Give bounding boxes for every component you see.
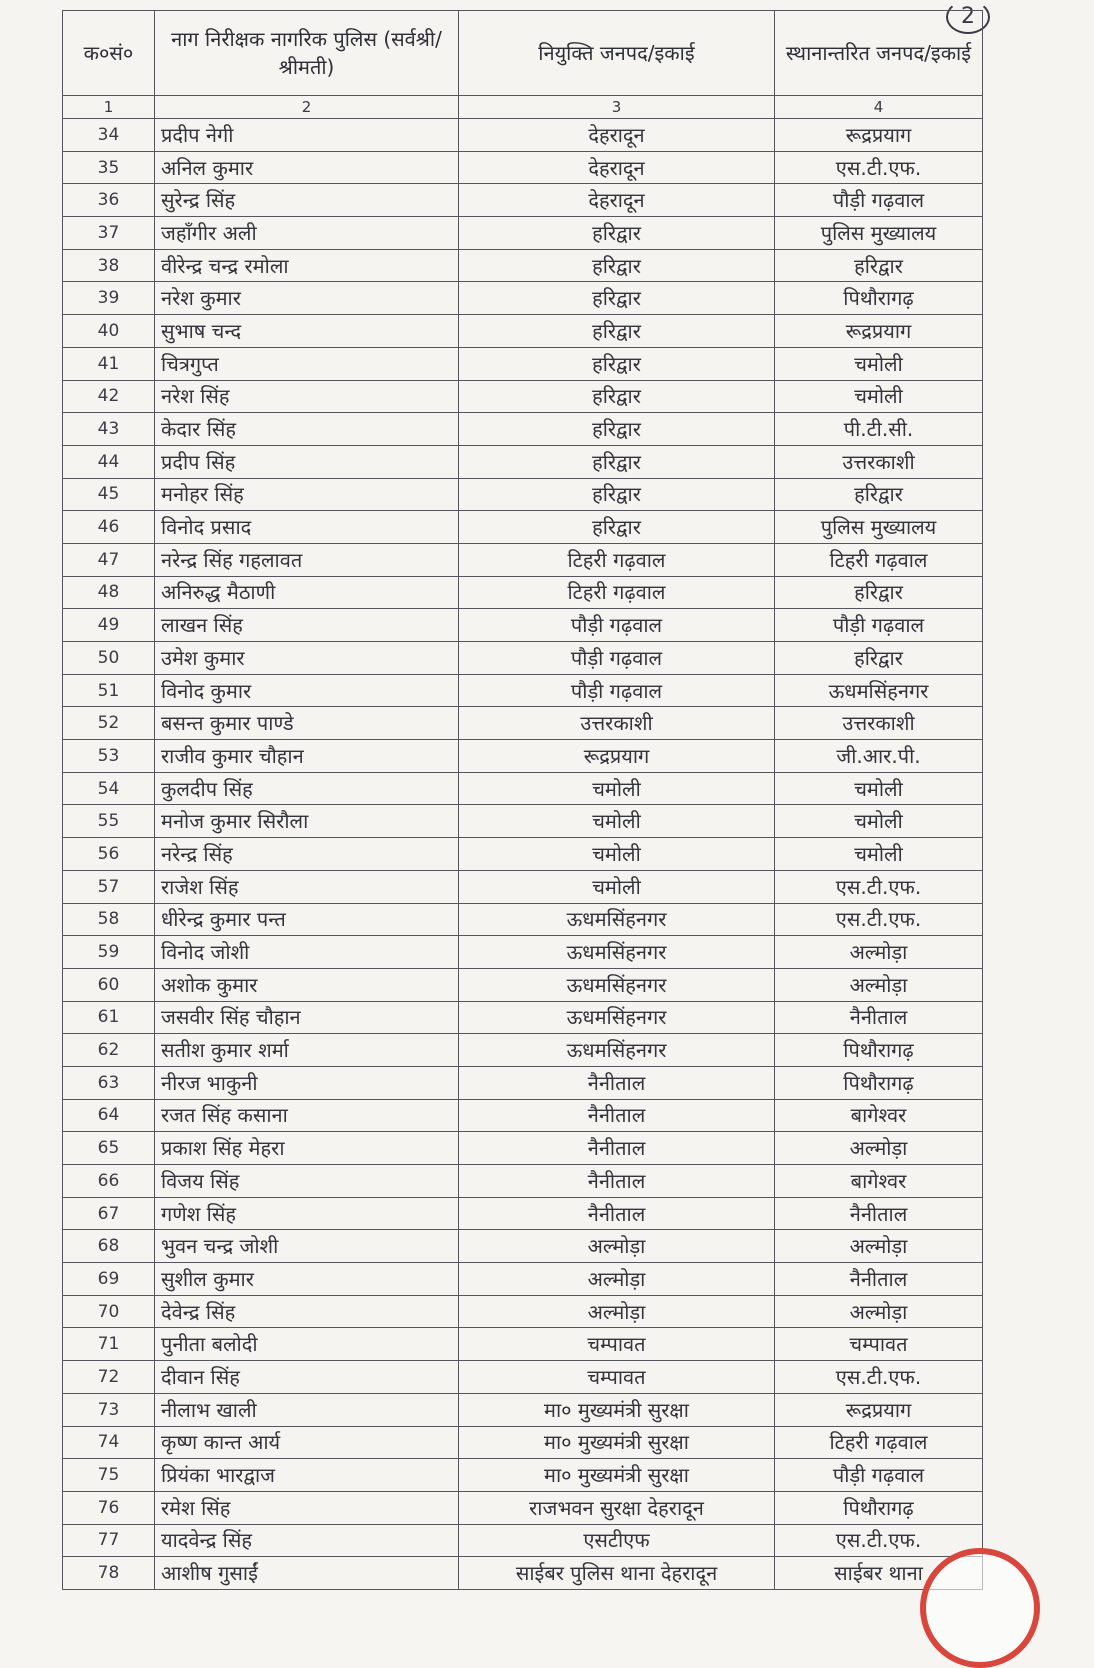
posted-district-cell: ऊधमसिंहनगर [459, 936, 775, 969]
officer-name-cell: भुवन चन्द्र जोशी [155, 1230, 459, 1263]
posted-district-cell: मा० मुख्यमंत्री सुरक्षा [459, 1393, 775, 1426]
posted-district-cell: हरिद्वार [459, 282, 775, 315]
header-officer-name: नाग निरीक्षक नागरिक पुलिस (सर्वश्री/श्रीमती) [155, 11, 459, 96]
posted-district-cell: अल्मोड़ा [459, 1230, 775, 1263]
table-row [63, 870, 983, 903]
officer-name-cell: कृष्ण कान्त आर्य [155, 1426, 459, 1459]
posted-district-cell: ऊधमसिंहनगर [459, 968, 775, 1001]
officer-name-cell: गणेश सिंह [155, 1197, 459, 1230]
transferred-district-cell: हरिद्वार [775, 478, 983, 511]
table-row [63, 151, 983, 184]
table-row [63, 1426, 983, 1459]
posted-district-cell: उत्तरकाशी [459, 707, 775, 740]
transferred-district-cell: अल्मोड़ा [775, 968, 983, 1001]
officer-name-cell: वीरेन्द्र चन्द्र रमोला [155, 249, 459, 282]
serial-number-cell: 55 [63, 805, 155, 838]
officer-name-cell: विनोद कुमार [155, 674, 459, 707]
transferred-district-cell: चमोली [775, 347, 983, 380]
serial-number-cell: 58 [63, 903, 155, 936]
serial-number-cell: 51 [63, 674, 155, 707]
posted-district-cell: मा० मुख्यमंत्री सुरक्षा [459, 1459, 775, 1492]
table-row [63, 249, 983, 282]
serial-number-cell: 77 [63, 1524, 155, 1557]
table-row [63, 642, 983, 675]
officer-name-cell: यादवेन्द्र सिंह [155, 1524, 459, 1557]
transferred-district-cell: रूद्रप्रयाग [775, 1393, 983, 1426]
posted-district-cell: नैनीताल [459, 1197, 775, 1230]
serial-number-cell: 65 [63, 1132, 155, 1165]
officer-name-cell: प्रियंका भारद्वाज [155, 1459, 459, 1492]
serial-number-cell: 64 [63, 1099, 155, 1132]
transferred-district-cell: पिथौरागढ़ [775, 1066, 983, 1099]
transferred-district-cell: अल्मोड़ा [775, 1230, 983, 1263]
transferred-district-cell: उत्तरकाशी [775, 445, 983, 478]
table-row [63, 576, 983, 609]
posted-district-cell: टिहरी गढ़वाल [459, 543, 775, 576]
officer-name-cell: सुभाष चन्द [155, 315, 459, 348]
posted-district-cell: ऊधमसिंहनगर [459, 1001, 775, 1034]
transferred-district-cell: टिहरी गढ़वाल [775, 543, 983, 576]
table-row [63, 315, 983, 348]
table-row [63, 1165, 983, 1198]
posted-district-cell: चम्पावत [459, 1361, 775, 1394]
serial-number-cell: 42 [63, 380, 155, 413]
transferred-district-cell: अल्मोड़ा [775, 1295, 983, 1328]
transferred-district-cell: पिथौरागढ़ [775, 1491, 983, 1524]
officer-name-cell: धीरेन्द्र कुमार पन्त [155, 903, 459, 936]
posted-district-cell: चम्पावत [459, 1328, 775, 1361]
serial-number-cell: 71 [63, 1328, 155, 1361]
table-row [63, 609, 983, 642]
table-row [63, 347, 983, 380]
transferred-district-cell: नैनीताल [775, 1263, 983, 1296]
transferred-district-cell: पी.टी.सी. [775, 413, 983, 446]
transferred-district-cell: नैनीताल [775, 1197, 983, 1230]
table-body [63, 119, 983, 1590]
table-row [63, 1263, 983, 1296]
transferred-district-cell: पुलिस मुख्यालय [775, 511, 983, 544]
officer-name-cell: दीवान सिंह [155, 1361, 459, 1394]
posted-district-cell: चमोली [459, 838, 775, 871]
posted-district-cell: हरिद्वार [459, 478, 775, 511]
transferred-district-cell: पिथौरागढ़ [775, 1034, 983, 1067]
table-row [63, 968, 983, 1001]
table-row [63, 1361, 983, 1394]
transferred-district-cell: पौड़ी गढ़वाल [775, 184, 983, 217]
officer-name-cell: नरेश सिंह [155, 380, 459, 413]
transferred-district-cell: चमोली [775, 805, 983, 838]
serial-number-cell: 44 [63, 445, 155, 478]
officer-name-cell: रमेश सिंह [155, 1491, 459, 1524]
serial-number-cell: 57 [63, 870, 155, 903]
posted-district-cell: हरिद्वार [459, 380, 775, 413]
officer-name-cell: सुशील कुमार [155, 1263, 459, 1296]
serial-number-cell: 61 [63, 1001, 155, 1034]
officer-name-cell: अनिल कुमार [155, 151, 459, 184]
officer-name-cell: जहाँगीर अली [155, 217, 459, 250]
table-row [63, 740, 983, 773]
serial-number-cell: 60 [63, 968, 155, 1001]
table-row [63, 1295, 983, 1328]
serial-number-cell: 66 [63, 1165, 155, 1198]
posted-district-cell: हरिद्वार [459, 347, 775, 380]
transferred-district-cell: बागेश्वर [775, 1099, 983, 1132]
posted-district-cell: एसटीएफ [459, 1524, 775, 1557]
serial-number-cell: 41 [63, 347, 155, 380]
transferred-district-cell: साईबर थाना [775, 1557, 983, 1590]
table-row [63, 1132, 983, 1165]
posted-district-cell: चमोली [459, 870, 775, 903]
serial-number-cell: 62 [63, 1034, 155, 1067]
serial-number-cell: 67 [63, 1197, 155, 1230]
posted-district-cell: ऊधमसिंहनगर [459, 1034, 775, 1067]
officer-name-cell: राजीव कुमार चौहान [155, 740, 459, 773]
posted-district-cell: राजभवन सुरक्षा देहरादून [459, 1491, 775, 1524]
table-row [63, 1491, 983, 1524]
transferred-district-cell: पुलिस मुख्यालय [775, 217, 983, 250]
posted-district-cell: हरिद्वार [459, 445, 775, 478]
officer-name-cell: सुरेन्द्र सिंह [155, 184, 459, 217]
serial-number-cell: 37 [63, 217, 155, 250]
officer-name-cell: रजत सिंह कसाना [155, 1099, 459, 1132]
table-row [63, 903, 983, 936]
officer-name-cell: आशीष गुसाईं [155, 1557, 459, 1590]
serial-number-cell: 63 [63, 1066, 155, 1099]
transferred-district-cell: ऊधमसिंहनगर [775, 674, 983, 707]
posted-district-cell: देहरादून [459, 184, 775, 217]
table-row [63, 380, 983, 413]
serial-number-cell: 43 [63, 413, 155, 446]
transferred-district-cell: रूद्रप्रयाग [775, 315, 983, 348]
posted-district-cell: मा० मुख्यमंत्री सुरक्षा [459, 1426, 775, 1459]
transferred-district-cell: चम्पावत [775, 1328, 983, 1361]
posted-district-cell: पौड़ी गढ़वाल [459, 609, 775, 642]
officer-name-cell: मनोज कुमार सिरौला [155, 805, 459, 838]
posted-district-cell: हरिद्वार [459, 315, 775, 348]
transferred-district-cell: बागेश्वर [775, 1165, 983, 1198]
table-row [63, 217, 983, 250]
table-row [63, 838, 983, 871]
table-row [63, 1034, 983, 1067]
table-row [63, 282, 983, 315]
transferred-district-cell: चमोली [775, 772, 983, 805]
serial-number-cell: 49 [63, 609, 155, 642]
transferred-district-cell: टिहरी गढ़वाल [775, 1426, 983, 1459]
serial-number-cell: 69 [63, 1263, 155, 1296]
serial-number-cell: 54 [63, 772, 155, 805]
posted-district-cell: नैनीताल [459, 1132, 775, 1165]
serial-number-cell: 34 [63, 119, 155, 152]
table-row [63, 1197, 983, 1230]
transferred-district-cell: हरिद्वार [775, 642, 983, 675]
header-serial-number: क०सं० [63, 11, 155, 96]
posted-district-cell: देहरादून [459, 119, 775, 152]
posted-district-cell: रूद्रप्रयाग [459, 740, 775, 773]
officer-name-cell: अनिरुद्ध मैठाणी [155, 576, 459, 609]
transfer-table [62, 10, 983, 1590]
serial-number-cell: 73 [63, 1393, 155, 1426]
table-row [63, 1524, 983, 1557]
table-header-row [63, 11, 983, 96]
officer-name-cell: कुलदीप सिंह [155, 772, 459, 805]
posted-district-cell: साईबर पुलिस थाना देहरादून [459, 1557, 775, 1590]
officer-name-cell: नरेश कुमार [155, 282, 459, 315]
table-row [63, 1393, 983, 1426]
serial-number-cell: 74 [63, 1426, 155, 1459]
serial-number-cell: 50 [63, 642, 155, 675]
table-row [63, 413, 983, 446]
serial-number-cell: 75 [63, 1459, 155, 1492]
table-row [63, 772, 983, 805]
officer-name-cell: नीलाभ खाली [155, 1393, 459, 1426]
officer-name-cell: प्रदीप सिंह [155, 445, 459, 478]
posted-district-cell: पौड़ी गढ़वाल [459, 674, 775, 707]
transferred-district-cell: पौड़ी गढ़वाल [775, 1459, 983, 1492]
transferred-district-cell: हरिद्वार [775, 249, 983, 282]
table-row [63, 445, 983, 478]
officer-name-cell: केदार सिंह [155, 413, 459, 446]
posted-district-cell: टिहरी गढ़वाल [459, 576, 775, 609]
table-row [63, 1001, 983, 1034]
serial-number-cell: 48 [63, 576, 155, 609]
serial-number-cell: 52 [63, 707, 155, 740]
table-row [63, 805, 983, 838]
transferred-district-cell: अल्मोड़ा [775, 936, 983, 969]
serial-number-cell: 53 [63, 740, 155, 773]
table-row [63, 543, 983, 576]
serial-number-cell: 46 [63, 511, 155, 544]
officer-name-cell: अशोक कुमार [155, 968, 459, 1001]
posted-district-cell: देहरादून [459, 151, 775, 184]
serial-number-cell: 38 [63, 249, 155, 282]
column-number: 1 [63, 96, 155, 119]
table-row [63, 936, 983, 969]
officer-name-cell: प्रदीप नेगी [155, 119, 459, 152]
officer-name-cell: विनोद प्रसाद [155, 511, 459, 544]
table-row [63, 1557, 983, 1590]
officer-name-cell: चित्रगुप्त [155, 347, 459, 380]
posted-district-cell: पौड़ी गढ़वाल [459, 642, 775, 675]
posted-district-cell: अल्मोड़ा [459, 1263, 775, 1296]
officer-name-cell: देवेन्द्र सिंह [155, 1295, 459, 1328]
column-number-row [63, 96, 983, 119]
table-row [63, 511, 983, 544]
officer-name-cell: राजेश सिंह [155, 870, 459, 903]
officer-name-cell: विनोद जोशी [155, 936, 459, 969]
table-row [63, 184, 983, 217]
column-number: 2 [155, 96, 459, 119]
serial-number-cell: 39 [63, 282, 155, 315]
posted-district-cell: नैनीताल [459, 1165, 775, 1198]
officer-name-cell: मनोहर सिंह [155, 478, 459, 511]
transferred-district-cell: नैनीताल [775, 1001, 983, 1034]
table-row [63, 1328, 983, 1361]
table-row [63, 478, 983, 511]
serial-number-cell: 76 [63, 1491, 155, 1524]
officer-name-cell: लाखन सिंह [155, 609, 459, 642]
transferred-district-cell: अल्मोड़ा [775, 1132, 983, 1165]
transferred-district-cell: एस.टी.एफ. [775, 151, 983, 184]
officer-name-cell: सतीश कुमार शर्मा [155, 1034, 459, 1067]
column-number: 3 [459, 96, 775, 119]
transferred-district-cell: एस.टी.एफ. [775, 1361, 983, 1394]
serial-number-cell: 59 [63, 936, 155, 969]
transferred-district-cell: जी.आर.पी. [775, 740, 983, 773]
column-number: 4 [775, 96, 983, 119]
serial-number-cell: 47 [63, 543, 155, 576]
serial-number-cell: 35 [63, 151, 155, 184]
serial-number-cell: 70 [63, 1295, 155, 1328]
serial-number-cell: 56 [63, 838, 155, 871]
posted-district-cell: हरिद्वार [459, 413, 775, 446]
serial-number-cell: 72 [63, 1361, 155, 1394]
officer-name-cell: नीरज भाकुनी [155, 1066, 459, 1099]
posted-district-cell: चमोली [459, 772, 775, 805]
transferred-district-cell: उत्तरकाशी [775, 707, 983, 740]
posted-district-cell: हरिद्वार [459, 511, 775, 544]
officer-name-cell: बसन्त कुमार पाण्डे [155, 707, 459, 740]
posted-district-cell: नैनीताल [459, 1099, 775, 1132]
header-transferred-district: स्थानान्तरित जनपद/इकाई [775, 11, 983, 96]
serial-number-cell: 40 [63, 315, 155, 348]
transferred-district-cell: हरिद्वार [775, 576, 983, 609]
table-row [63, 707, 983, 740]
posted-district-cell: हरिद्वार [459, 249, 775, 282]
officer-name-cell: उमेश कुमार [155, 642, 459, 675]
serial-number-cell: 36 [63, 184, 155, 217]
table-row [63, 1230, 983, 1263]
table-row [63, 1459, 983, 1492]
officer-name-cell: प्रकाश सिंह मेहरा [155, 1132, 459, 1165]
officer-name-cell: नरेन्द्र सिंह गहलावत [155, 543, 459, 576]
table-row [63, 119, 983, 152]
header-posted-district: नियुक्ति जनपद/इकाई [459, 11, 775, 96]
posted-district-cell: ऊधमसिंहनगर [459, 903, 775, 936]
posted-district-cell: हरिद्वार [459, 217, 775, 250]
transferred-district-cell: रूद्रप्रयाग [775, 119, 983, 152]
serial-number-cell: 45 [63, 478, 155, 511]
officer-name-cell: पुनीता बलोदी [155, 1328, 459, 1361]
serial-number-cell: 78 [63, 1557, 155, 1590]
posted-district-cell: चमोली [459, 805, 775, 838]
table-row [63, 1066, 983, 1099]
posted-district-cell: अल्मोड़ा [459, 1295, 775, 1328]
officer-name-cell: जसवीर सिंह चौहान [155, 1001, 459, 1034]
officer-name-cell: नरेन्द्र सिंह [155, 838, 459, 871]
transferred-district-cell: चमोली [775, 380, 983, 413]
transferred-district-cell: पिथौरागढ़ [775, 282, 983, 315]
officer-name-cell: विजय सिंह [155, 1165, 459, 1198]
serial-number-cell: 68 [63, 1230, 155, 1263]
posted-district-cell: नैनीताल [459, 1066, 775, 1099]
transferred-district-cell: चमोली [775, 838, 983, 871]
page-number: 2 [946, 0, 990, 34]
table-row [63, 1099, 983, 1132]
transferred-district-cell: एस.टी.एफ. [775, 1524, 983, 1557]
transferred-district-cell: एस.टी.एफ. [775, 870, 983, 903]
table-row [63, 674, 983, 707]
stamp-seal [920, 1548, 1040, 1668]
transferred-district-cell: एस.टी.एफ. [775, 903, 983, 936]
transferred-district-cell: पौड़ी गढ़वाल [775, 609, 983, 642]
